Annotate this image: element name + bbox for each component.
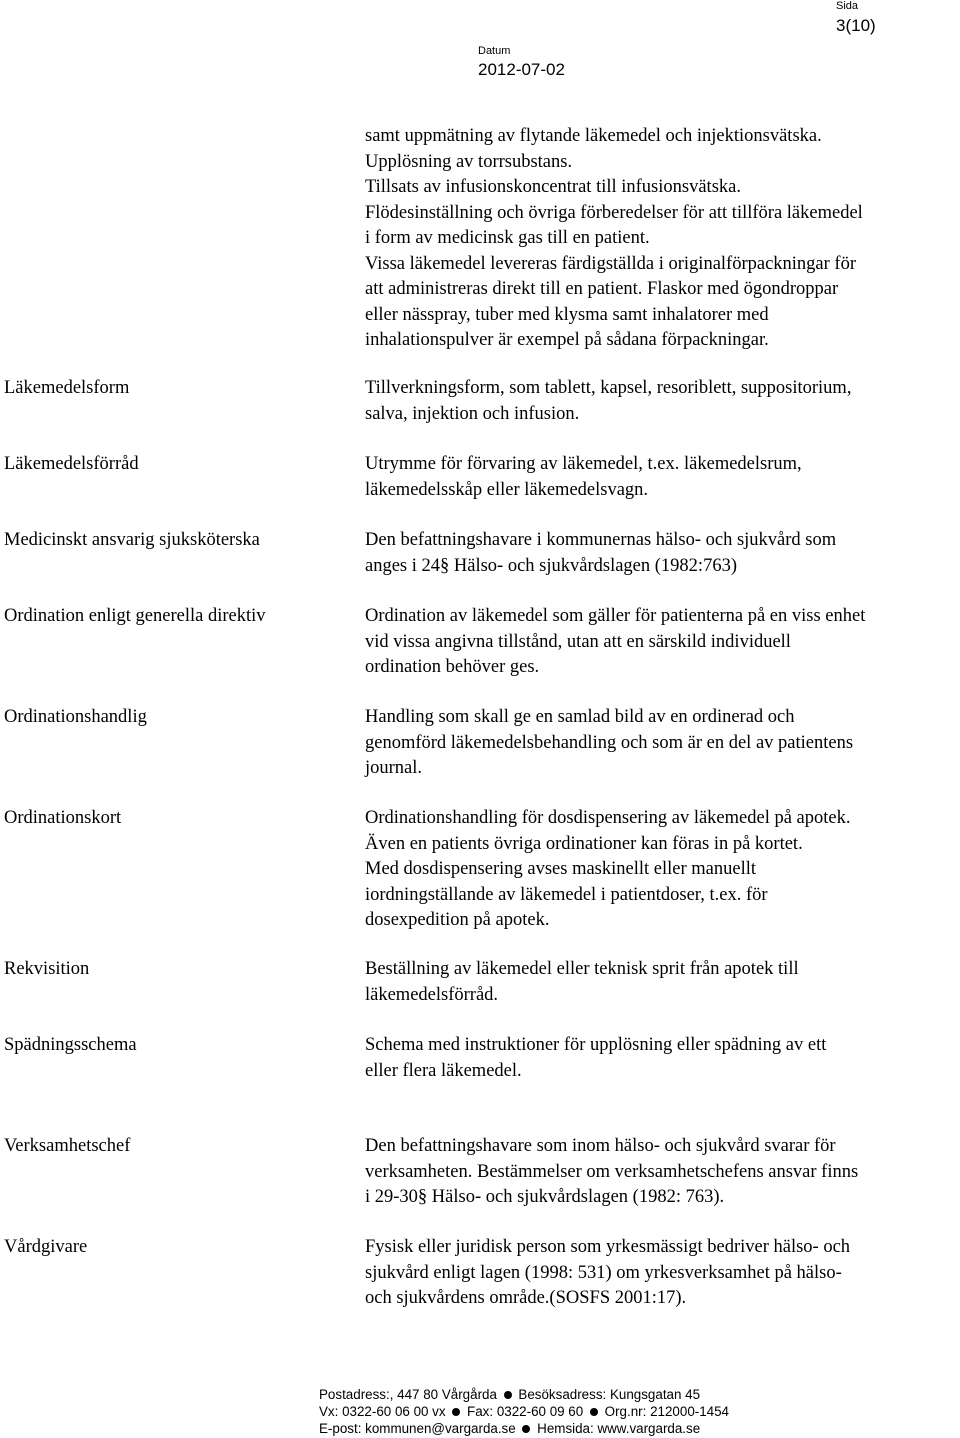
definition-line: Schema med instruktioner för upplösning eller spädning av ett [365, 1035, 827, 1055]
date-label: Datum [478, 45, 511, 57]
website-link[interactable]: www.vargarda.se [597, 1421, 701, 1436]
definition-line: och sjukvårdens område.(SOSFS 2001:17). [365, 1288, 687, 1308]
definition-medicinskt-ansvarig-sjukskoterska [365, 528, 960, 579]
definition-line: Beställning av läkemedel eller teknisk sprit från apotek till [365, 959, 799, 979]
definition-line: vid vissa angivna tillstånd, utan att en särskild individuell [365, 631, 791, 652]
web-label: Hemsida: [537, 1421, 594, 1436]
term-medicinskt-ansvarig-sjukskoterska: Medicinskt ansvarig sjuksköterska [4, 530, 260, 550]
definition-line: eller flera läkemedel. [365, 1060, 522, 1081]
org-value: 212000-1454 [650, 1404, 730, 1419]
bullet-icon [504, 1391, 512, 1399]
term-ordinationskort: Ordinationskort [4, 808, 122, 828]
footer-line-web [319, 1420, 729, 1437]
fax-label: Fax: [467, 1404, 494, 1419]
intro-line: i form av medicinsk gas till en patient. [365, 228, 650, 248]
phone-label: Vx: [319, 1404, 339, 1419]
definition-line: i 29-30§ Hälso- och sjukvårdslagen (1982: 763). [365, 1187, 725, 1207]
fax-value: 0322-60 09 60 [496, 1404, 584, 1419]
definition-line: dosexpedition på apotek. [365, 910, 550, 930]
definition-lakemedelsform [365, 376, 960, 427]
footer-address [319, 1386, 729, 1437]
phone-value: 0322-60 06 00 vx [342, 1404, 446, 1419]
term-lakemedelsform: Läkemedelsform [4, 378, 130, 398]
footer-line-address [319, 1386, 729, 1403]
date-value: 2012-07-02 [478, 60, 565, 79]
definition-spadningsschema [365, 1033, 960, 1084]
definition-line: genomförd läkemedelsbehandling och som är en del av patientens [365, 732, 854, 753]
definition-line: Även en patients övriga ordinationer kan föras in på kortet. [365, 833, 803, 854]
bullet-icon [522, 1425, 530, 1433]
definition-ordinationskort [365, 806, 960, 934]
definition-line: Ordination av läkemedel som gäller för patienterna på en viss enhet [365, 606, 866, 626]
term-rekvisition: Rekvisition [4, 959, 90, 979]
intro-line: Tillsats av infusionskoncentrat till infusionsvätska. [365, 177, 741, 197]
page-label: Sida [836, 0, 859, 12]
email-link[interactable]: kommunen@vargarda.se [365, 1421, 516, 1436]
definition-line: sjukvård enligt lagen (1998: 531) om yrkesverksamhet på hälso- [365, 1262, 842, 1283]
term-spadningsschema: Spädningsschema [4, 1035, 137, 1055]
definition-line: Fysisk eller juridisk person som yrkesmässigt bedriver hälso- och [365, 1237, 851, 1257]
term-verksamhetschef: Verksamhetschef [4, 1136, 131, 1156]
term-ordinationshandlig: Ordinationshandlig [4, 707, 147, 727]
definition-verksamhetschef [365, 1134, 960, 1211]
intro-line: att administreras direkt till en patient. Flaskor med ögondroppar [365, 279, 839, 299]
intro-line: eller nässpray, tuber med klysma samt inhalatorer med [365, 304, 769, 325]
page-number: 3(10) [836, 16, 876, 35]
footer-line-phone [319, 1403, 729, 1420]
definition-line: journal. [365, 758, 423, 778]
definition-line: Med dosdispensering avses maskinellt eller manuellt [365, 859, 756, 879]
postal-value: , 447 80 Vårgårda [389, 1387, 497, 1402]
definition-line: anges i 24§ Hälso- och sjukvårdslagen (1982:763) [365, 555, 737, 576]
bullet-icon [590, 1408, 598, 1416]
definition-lakemedelsforrad [365, 452, 960, 503]
definition-line: läkemedelsförråd. [365, 984, 499, 1005]
definition-ordinationshandlig [365, 705, 960, 782]
email-label: E-post: [319, 1421, 362, 1436]
postal-label: Postadress: [319, 1387, 390, 1402]
intro-line: inhalationspulver är exempel på sådana förpackningar. [365, 330, 769, 350]
intro-paragraph [365, 124, 960, 354]
term-lakemedelsforrad: Läkemedelsförråd [4, 454, 139, 474]
definition-line: Tillverkningsform, som tablett, kapsel, resoriblett, suppositorium, [365, 378, 852, 398]
term-ordination-enligt-generella-direktiv: Ordination enligt generella direktiv [4, 606, 266, 626]
term-vardgivare: Vårdgivare [4, 1237, 88, 1257]
definition-line: Utrymme för förvaring av läkemedel, t.ex. läkemedelsrum, [365, 454, 802, 474]
definition-line: salva, injektion och infusion. [365, 403, 580, 424]
intro-line: Upplösning av torrsubstans. [365, 151, 573, 172]
definition-line: iordningställande av läkemedel i patientdoser, t.ex. för [365, 884, 768, 905]
definition-line: Den befattningshavare som inom hälso- och sjukvård svarar för [365, 1136, 836, 1156]
definition-line: ordination behöver ges. [365, 657, 540, 677]
definition-line: Ordinationshandling för dosdispensering av läkemedel på apotek. [365, 808, 851, 828]
visit-label: Besöksadress: [518, 1387, 607, 1402]
definition-line: läkemedelsskåp eller läkemedelsvagn. [365, 479, 649, 500]
definition-line: Den befattningshavare i kommunernas hälso- och sjukvård som [365, 530, 837, 550]
definition-rekvisition [365, 957, 960, 1008]
intro-line: samt uppmätning av flytande läkemedel och injektionsvätska. [365, 126, 822, 146]
definition-line: Handling som skall ge en samlad bild av en ordinerad och [365, 707, 795, 727]
intro-line: Flödesinställning och övriga förberedelser för att tillföra läkemedel [365, 202, 863, 223]
definition-vardgivare [365, 1235, 960, 1312]
visit-value: Kungsgatan 45 [609, 1387, 701, 1402]
intro-line: Vissa läkemedel levereras färdigställda i originalförpackningar för [365, 253, 856, 274]
org-label: Org.nr: [604, 1404, 647, 1419]
definition-ordination-enligt-generella-direktiv [365, 604, 960, 681]
definition-line: verksamheten. Bestämmelser om verksamhetschefens ansvar finns [365, 1161, 859, 1182]
bullet-icon [452, 1408, 460, 1416]
